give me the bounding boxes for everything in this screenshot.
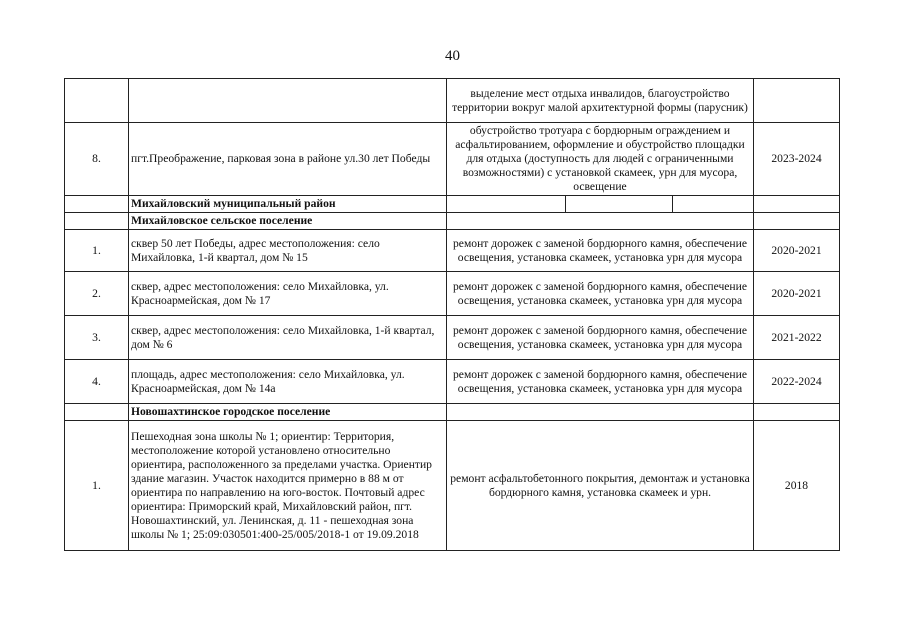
row-work: обустройство тротуара с бордюрным ограждением и асфальтированием, оформление и обустройство площадки для отдыха (доступность для людей с ограниченными возможностями) с установкой скамеек, урн для мусора, освещение bbox=[447, 123, 754, 196]
row-address: Пешеходная зона школы № 1; ориентир: Территория, местоположение которой установлено относительно ориентира, расположенного за пределами участка. Ориентир здание магазин. Участок находится примерно в 88 м от ориентира по направлению на юго-восток. Почтовый адрес ориентира: Приморский край, Михайловский район, пгт. Новошахтинский, ул. Ленинская, д. 11 - пешеходная зона школы № 1; 25:09:030501:400-25/005/2018-1 от 19.09.2018 bbox=[129, 421, 447, 551]
table-row bbox=[65, 230, 840, 272]
row-work: ремонт дорожек с заменой бордюрного камня, обеспечение освещения, установка скамеек, установка урн для мусора bbox=[447, 230, 754, 272]
table-row bbox=[65, 360, 840, 404]
section-heading: Михайловское сельское поселение bbox=[129, 213, 447, 230]
row-years: 2022-2024 bbox=[754, 360, 840, 404]
section-heading: Новошахтинское городское поселение bbox=[129, 404, 447, 421]
row-work: ремонт дорожек с заменой бордюрного камня, обеспечение освещения, установка скамеек, установка урн для мусора bbox=[447, 316, 754, 360]
table-row bbox=[65, 316, 840, 360]
row-number bbox=[65, 79, 129, 123]
page-number: 40 bbox=[445, 48, 460, 64]
table-row bbox=[65, 123, 840, 196]
row-years: 2023-2024 bbox=[754, 123, 840, 196]
section-row bbox=[65, 404, 840, 421]
row-address: сквер, адрес местоположения: село Михайловка, 1-й квартал, дом № 6 bbox=[129, 316, 447, 360]
section-heading: Михайловский муниципальный район bbox=[129, 196, 447, 213]
improvement-table bbox=[64, 78, 840, 551]
row-number: 8. bbox=[65, 123, 129, 196]
row-number: 2. bbox=[65, 272, 129, 316]
table-row bbox=[65, 421, 840, 551]
row-number: 1. bbox=[65, 421, 129, 551]
row-address: сквер, адрес местоположения: село Михайловка, ул. Красноармейская, дом № 17 bbox=[129, 272, 447, 316]
row-years: 2020-2021 bbox=[754, 272, 840, 316]
row-number: 3. bbox=[65, 316, 129, 360]
row-work: ремонт дорожек с заменой бордюрного камня, обеспечение освещения, установка скамеек, установка урн для мусора bbox=[447, 360, 754, 404]
table-row bbox=[65, 272, 840, 316]
row-years: 2020-2021 bbox=[754, 230, 840, 272]
table-row bbox=[65, 79, 840, 123]
row-number: 1. bbox=[65, 230, 129, 272]
section-row bbox=[65, 213, 840, 230]
section-row bbox=[65, 196, 840, 213]
row-address: пгт.Преображение, парковая зона в районе ул.30 лет Победы bbox=[129, 123, 447, 196]
row-address: сквер 50 лет Победы, адрес местоположения: село Михайловка, 1-й квартал, дом № 15 bbox=[129, 230, 447, 272]
row-work: ремонт асфальтобетонного покрытия, демонтаж и установка бордюрного камня, установка скамеек и урн. bbox=[447, 421, 754, 551]
row-years: 2018 bbox=[754, 421, 840, 551]
row-years: 2021-2022 bbox=[754, 316, 840, 360]
row-years bbox=[754, 79, 840, 123]
row-work: ремонт дорожек с заменой бордюрного камня, обеспечение освещения, установка скамеек, установка урн для мусора bbox=[447, 272, 754, 316]
row-number: 4. bbox=[65, 360, 129, 404]
row-work: выделение мест отдыха инвалидов, благоустройство территории вокруг малой архитектурной формы (парусник) bbox=[447, 79, 754, 123]
row-address: площадь, адрес местоположения: село Михайловка, ул. Красноармейская, дом № 14а bbox=[129, 360, 447, 404]
row-address bbox=[129, 79, 447, 123]
